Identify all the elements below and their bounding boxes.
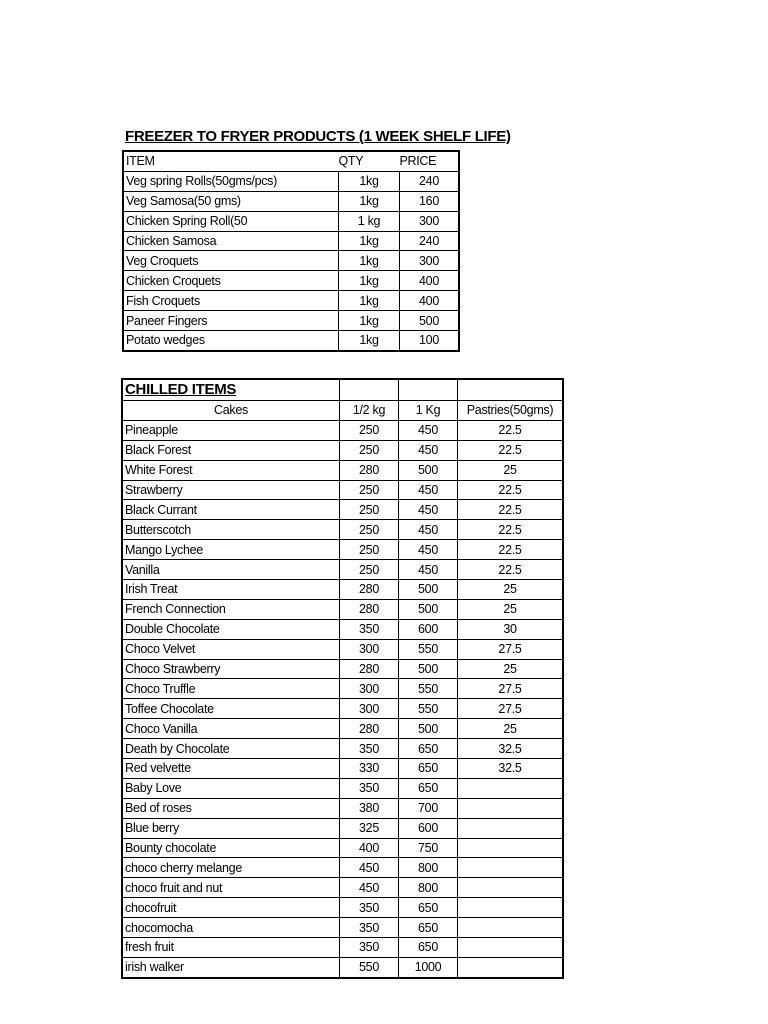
table-row bbox=[122, 480, 563, 500]
freezer-products-table bbox=[122, 150, 460, 352]
price-pastry: 25 bbox=[458, 659, 564, 679]
header-one-kg: 1 Kg bbox=[399, 401, 458, 421]
table-row bbox=[123, 311, 459, 331]
price-pastry: 22.5 bbox=[458, 440, 564, 460]
item-name: Paneer Fingers bbox=[123, 311, 339, 331]
price-half-kg: 250 bbox=[340, 520, 399, 540]
cake-name: fresh fruit bbox=[122, 938, 340, 958]
item-qty: 1kg bbox=[339, 231, 400, 251]
price-pastry bbox=[458, 798, 564, 818]
cake-name: irish walker bbox=[122, 957, 340, 977]
price-pastry: 30 bbox=[458, 619, 564, 639]
table-row bbox=[122, 818, 563, 838]
price-one-kg: 450 bbox=[399, 420, 458, 440]
table-row bbox=[122, 440, 563, 460]
cake-name: Bed of roses bbox=[122, 798, 340, 818]
table-row bbox=[122, 918, 563, 938]
cake-name: Choco Vanilla bbox=[122, 719, 340, 739]
cake-name: French Connection bbox=[122, 599, 340, 619]
price-one-kg: 650 bbox=[399, 918, 458, 938]
price-half-kg: 300 bbox=[340, 639, 399, 659]
price-one-kg: 550 bbox=[399, 639, 458, 659]
cake-name: Toffee Chocolate bbox=[122, 699, 340, 719]
price-one-kg: 500 bbox=[399, 659, 458, 679]
item-qty: 1 kg bbox=[339, 211, 400, 231]
price-pastry: 22.5 bbox=[458, 520, 564, 540]
cake-name: Choco Velvet bbox=[122, 639, 340, 659]
table-row bbox=[122, 619, 563, 639]
cake-name: Red velvette bbox=[122, 759, 340, 779]
table-row bbox=[123, 211, 459, 231]
table-row bbox=[122, 659, 563, 679]
price-one-kg: 500 bbox=[399, 460, 458, 480]
price-pastry: 27.5 bbox=[458, 639, 564, 659]
price-half-kg: 300 bbox=[340, 699, 399, 719]
price-one-kg: 550 bbox=[399, 679, 458, 699]
price-half-kg: 280 bbox=[340, 580, 399, 600]
price-half-kg: 350 bbox=[340, 778, 399, 798]
item-qty: 1kg bbox=[339, 171, 400, 191]
table-row bbox=[123, 271, 459, 291]
cake-name: Mango Lychee bbox=[122, 540, 340, 560]
chilled-header-row bbox=[122, 401, 563, 421]
price-one-kg: 800 bbox=[399, 858, 458, 878]
cake-name: choco cherry melange bbox=[122, 858, 340, 878]
header-qty: QTY bbox=[338, 154, 364, 169]
price-one-kg: 450 bbox=[399, 540, 458, 560]
cake-name: White Forest bbox=[122, 460, 340, 480]
table-row bbox=[122, 957, 563, 977]
table-row bbox=[122, 739, 563, 759]
price-one-kg: 800 bbox=[399, 878, 458, 898]
price-one-kg: 650 bbox=[399, 938, 458, 958]
price-half-kg: 380 bbox=[340, 798, 399, 818]
price-pastry bbox=[458, 818, 564, 838]
price-one-kg: 650 bbox=[399, 778, 458, 798]
header-pastries: Pastries(50gms) bbox=[458, 401, 564, 421]
table-row bbox=[123, 291, 459, 311]
price-one-kg: 700 bbox=[399, 798, 458, 818]
price-half-kg: 350 bbox=[340, 619, 399, 639]
table-row bbox=[122, 759, 563, 779]
table-row bbox=[122, 778, 563, 798]
price-half-kg: 280 bbox=[340, 659, 399, 679]
price-pastry: 22.5 bbox=[458, 500, 564, 520]
cake-name: Strawberry bbox=[122, 480, 340, 500]
header-cakes: Cakes bbox=[122, 401, 340, 421]
table-row bbox=[123, 251, 459, 271]
price-one-kg: 650 bbox=[399, 759, 458, 779]
price-half-kg: 300 bbox=[340, 679, 399, 699]
table-row bbox=[123, 171, 459, 191]
table-row bbox=[122, 639, 563, 659]
price-half-kg: 330 bbox=[340, 759, 399, 779]
table-row bbox=[122, 500, 563, 520]
item-name: Potato wedges bbox=[123, 331, 339, 351]
price-pastry bbox=[458, 918, 564, 938]
item-qty: 1kg bbox=[339, 331, 400, 351]
table-row bbox=[122, 898, 563, 918]
price-pastry: 25 bbox=[458, 599, 564, 619]
price-pastry: 25 bbox=[458, 719, 564, 739]
item-price: 100 bbox=[400, 331, 460, 351]
item-price: 300 bbox=[400, 251, 460, 271]
cake-name: Baby Love bbox=[122, 778, 340, 798]
empty-cell bbox=[399, 379, 458, 401]
table-row bbox=[122, 858, 563, 878]
item-price: 240 bbox=[400, 231, 460, 251]
table-row bbox=[122, 460, 563, 480]
price-half-kg: 450 bbox=[340, 858, 399, 878]
price-pastry bbox=[458, 898, 564, 918]
price-pastry bbox=[458, 858, 564, 878]
item-price: 300 bbox=[400, 211, 460, 231]
table-row bbox=[122, 699, 563, 719]
cake-name: Death by Chocolate bbox=[122, 739, 340, 759]
header-half-kg: 1/2 kg bbox=[340, 401, 399, 421]
freezer-header-row bbox=[123, 151, 459, 171]
cake-name: Vanilla bbox=[122, 560, 340, 580]
cake-name: chocofruit bbox=[122, 898, 340, 918]
item-qty: 1kg bbox=[339, 251, 400, 271]
cake-name: Black Currant bbox=[122, 500, 340, 520]
cake-name: Double Chocolate bbox=[122, 619, 340, 639]
price-half-kg: 350 bbox=[340, 898, 399, 918]
table-row bbox=[122, 420, 563, 440]
price-one-kg: 1000 bbox=[399, 957, 458, 977]
price-pastry: 25 bbox=[458, 580, 564, 600]
item-name: Chicken Samosa bbox=[123, 231, 339, 251]
item-name: Veg spring Rolls(50gms/pcs) bbox=[123, 171, 339, 191]
price-half-kg: 250 bbox=[340, 500, 399, 520]
price-half-kg: 350 bbox=[340, 918, 399, 938]
item-name: Veg Samosa(50 gms) bbox=[123, 191, 339, 211]
table-row bbox=[122, 520, 563, 540]
price-one-kg: 650 bbox=[399, 739, 458, 759]
item-price: 400 bbox=[400, 271, 460, 291]
table-row bbox=[122, 798, 563, 818]
price-one-kg: 450 bbox=[399, 480, 458, 500]
price-one-kg: 500 bbox=[399, 599, 458, 619]
item-name: Fish Croquets bbox=[123, 291, 339, 311]
item-price: 160 bbox=[400, 191, 460, 211]
price-half-kg: 250 bbox=[340, 480, 399, 500]
price-pastry: 22.5 bbox=[458, 540, 564, 560]
price-pastry: 32.5 bbox=[458, 759, 564, 779]
price-one-kg: 650 bbox=[399, 898, 458, 918]
price-half-kg: 400 bbox=[340, 838, 399, 858]
price-half-kg: 280 bbox=[340, 460, 399, 480]
price-pastry bbox=[458, 878, 564, 898]
price-pastry bbox=[458, 957, 564, 977]
chilled-items-table bbox=[121, 378, 564, 979]
price-half-kg: 250 bbox=[340, 440, 399, 460]
table-row bbox=[122, 599, 563, 619]
price-half-kg: 280 bbox=[340, 719, 399, 739]
price-pastry: 22.5 bbox=[458, 420, 564, 440]
price-one-kg: 600 bbox=[399, 818, 458, 838]
cake-name: Blue berry bbox=[122, 818, 340, 838]
item-price: 400 bbox=[400, 291, 460, 311]
price-half-kg: 550 bbox=[340, 957, 399, 977]
header-price: PRICE bbox=[399, 154, 437, 169]
price-pastry bbox=[458, 938, 564, 958]
price-one-kg: 600 bbox=[399, 619, 458, 639]
price-one-kg: 450 bbox=[399, 520, 458, 540]
item-qty: 1kg bbox=[339, 291, 400, 311]
price-one-kg: 550 bbox=[399, 699, 458, 719]
cake-name: chocomocha bbox=[122, 918, 340, 938]
price-one-kg: 750 bbox=[399, 838, 458, 858]
price-one-kg: 450 bbox=[399, 500, 458, 520]
item-name: Chicken Spring Roll(50 bbox=[123, 211, 339, 231]
price-pastry: 27.5 bbox=[458, 679, 564, 699]
price-pastry: 25 bbox=[458, 460, 564, 480]
price-half-kg: 450 bbox=[340, 878, 399, 898]
cake-name: Black Forest bbox=[122, 440, 340, 460]
price-one-kg: 450 bbox=[399, 440, 458, 460]
item-qty: 1kg bbox=[339, 271, 400, 291]
table-row bbox=[122, 719, 563, 739]
item-qty: 1kg bbox=[339, 311, 400, 331]
price-half-kg: 350 bbox=[340, 938, 399, 958]
item-qty: 1kg bbox=[339, 191, 400, 211]
cake-name: choco fruit and nut bbox=[122, 878, 340, 898]
price-half-kg: 280 bbox=[340, 599, 399, 619]
table-row bbox=[122, 679, 563, 699]
item-name: Chicken Croquets bbox=[123, 271, 339, 291]
cake-name: Butterscotch bbox=[122, 520, 340, 540]
price-pastry: 22.5 bbox=[458, 560, 564, 580]
price-half-kg: 250 bbox=[340, 540, 399, 560]
cake-name: Pineapple bbox=[122, 420, 340, 440]
price-half-kg: 325 bbox=[340, 818, 399, 838]
table-row bbox=[122, 838, 563, 858]
header-item: ITEM bbox=[126, 154, 155, 169]
table-row bbox=[123, 191, 459, 211]
cake-name: Irish Treat bbox=[122, 580, 340, 600]
freezer-title: FREEZER TO FRYER PRODUCTS (1 WEEK SHELF LIFE) bbox=[125, 128, 511, 145]
item-name: Veg Croquets bbox=[123, 251, 339, 271]
item-price: 240 bbox=[400, 171, 460, 191]
cake-name: Choco Truffle bbox=[122, 679, 340, 699]
price-one-kg: 500 bbox=[399, 580, 458, 600]
chilled-title: CHILLED ITEMS bbox=[122, 379, 340, 401]
price-half-kg: 350 bbox=[340, 739, 399, 759]
table-row bbox=[122, 540, 563, 560]
price-pastry: 32.5 bbox=[458, 739, 564, 759]
table-row bbox=[122, 878, 563, 898]
price-half-kg: 250 bbox=[340, 420, 399, 440]
price-pastry bbox=[458, 778, 564, 798]
empty-cell bbox=[458, 379, 564, 401]
price-pastry: 27.5 bbox=[458, 699, 564, 719]
price-pastry bbox=[458, 838, 564, 858]
chilled-title-row bbox=[122, 379, 563, 401]
price-one-kg: 450 bbox=[399, 560, 458, 580]
table-row bbox=[122, 560, 563, 580]
table-row bbox=[122, 580, 563, 600]
cake-name: Choco Strawberry bbox=[122, 659, 340, 679]
cake-name: Bounty chocolate bbox=[122, 838, 340, 858]
price-half-kg: 250 bbox=[340, 560, 399, 580]
empty-cell bbox=[340, 379, 399, 401]
item-price: 500 bbox=[400, 311, 460, 331]
table-row bbox=[122, 938, 563, 958]
price-one-kg: 500 bbox=[399, 719, 458, 739]
table-row bbox=[123, 231, 459, 251]
price-pastry: 22.5 bbox=[458, 480, 564, 500]
table-row bbox=[123, 331, 459, 351]
